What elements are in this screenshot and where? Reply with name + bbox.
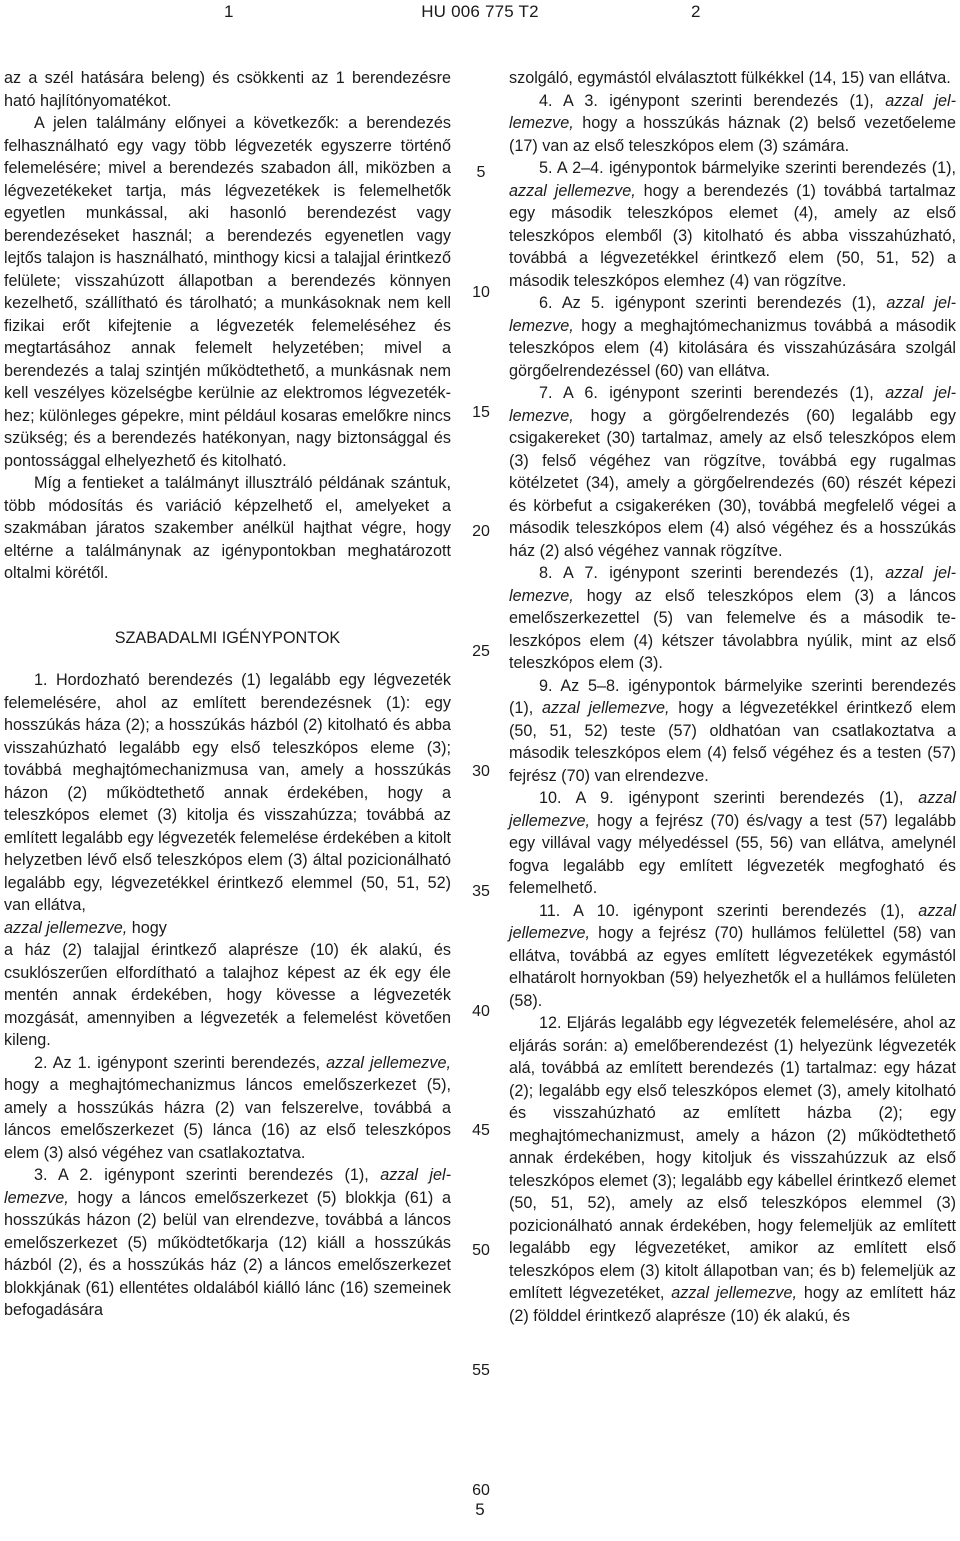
claim-12-pre: 12. Eljárás legalább egy légvezeték felemelésére, ahol az eljárás során: a) emelőberendezést (1) helyezünk légvezeték alá, továbbá az említett berendezés (1) tartalmaz: egy házat (2); legalább egy első teleszkópos elemet (3), amely kitolható és visszahúzható az említett házba (2); egy meghajtómechanizmust, amely a házon (2) működtethető annak érdekében, hogy kitoljuk és visszahúzzuk az első teleszkópos elemet (3); legalább egy kábellel érintkező elemet (50, 51, 52), amely az első teleszkópos elemmel (3) pozicionálható annak érdekében, hogy felemeljük az említett legalább egy légvezetéket, amikor az említett első teleszkópos elem (3) kitolt állapotban van; és b) felemeljük az említett légvezetéket, (509, 1014, 956, 1302)
claim-4-pre: 4. A 3. igénypont szerinti berendezés (1), (539, 91, 886, 110)
page-footer-number: 5 (475, 1500, 485, 1519)
claim-1-body: a ház (2) talajjal érintkező alaprésze (10) ék alakú, és csuklószerűen elfordítható a talajhoz képest az ék egy éle mentén annak érdekében, hogy kövesse a légvezeték mozgását, amennyiben a légvezeték a felemelést követően kileng. (4, 941, 451, 1049)
claim-10-italic: azzal jellemezve, (509, 789, 956, 830)
document-number: HU 006 775 T2 (421, 2, 539, 21)
claim-10-pre: 10. A 9. igénypont szerinti berendezés (1), (539, 789, 919, 807)
claim-4-italic: azzal jellemezve, (509, 91, 956, 132)
claim-5-post: hogy a berendezés (1) továbbá tartalmaz egy második teleszkópos elemet (4), amely az első teleszkópos elemből (3) kitolható és abba visszahúzható, továbbá a légvezetékkel érintkező elem (50, 51, 52) a második teleszkópos elemhez (4) van rögzítve. (509, 181, 956, 290)
claim-2-italic: azzal jellemezve, (326, 1053, 451, 1072)
line-number-40: 40 (472, 1003, 490, 1020)
claim-1-characterized (4, 917, 451, 940)
line-number-35: 35 (472, 883, 490, 900)
claim-12-post: hogy az említett ház (2) földdel érintkező alaprésze (10) ék alakú, és (509, 1284, 956, 1325)
claim-5 (509, 157, 956, 292)
line-number-25: 25 (472, 643, 490, 660)
claim-6-italic: azzal jellemezve, (509, 294, 957, 335)
claim-11-post: hogy a fejrész (70) hullámos felülettel (58) van ellátva, továbbá az egyes említett légvezetékek egymástól elhatárolt hornyokban (59) helyezhetők el a hullámos felületen (58). (509, 924, 956, 1010)
paragraph-advantages: A jelen találmány előnyei a következők: a berendezés felhasználható egy vagy több légvezeték egyszerre történő felemelésére; mivel a berendezés szabadon áll, miközben a légvezetékeket tartja, más légvezetékek is felemelhetők egyetlen munkással, aki hasonló berendezést vagy berendezéseket használ; a berendezés egyenetlen vagy lejtős talajon is használható, minthogy kicsi a talajjal érintkező felülete; visszahúzott állapotban a berendezés könnyen kezelhető, szállítható és tárolható; a munkásoknak nem kell fizikai erőt kifejtenie a légvezeték felemeléséhez és megtartásához annak felemelt helyzetében; mivel a berendezés a talaj szintjén működtethető, a munkásnak nem kell veszélyes közelségbe kerülnie az elektromos légvezetékhez; különleges gépekre, mint például kosaras emelőkre nincs szükség; és a berendezés hatékonyan, nagy biztonsággal és pontossággal elhelyezhető és kitolható. (4, 114, 451, 470)
claim-2 (4, 1052, 451, 1165)
claim-7-pre: 7. A 6. igénypont szerinti berendezés (1), (539, 384, 886, 402)
claim-12 (509, 1012, 956, 1327)
claim-1-hogy: hogy (127, 918, 167, 937)
line-number-50: 50 (472, 1242, 490, 1259)
claim-1: 1. Hordozható berendezés (1) legalább egy légvezeték felemelésére, ahol az említett berendezésnek (1): egy hosszúkás háza (2); a hosszúkás házból (2) kitolható és abba visszahúzható legalább egy első teleszkópos eleme (3); továbbá meghajtómechanizmusa van, amely a hosszúkás házon (2) működtethető annak érdekében, hogy a teleszkópos elemet (3) kitolja és visszahúzza; továbbá az említett legalább egy légvezeték felemelése érdekében a kitolt helyzetben lévő első teleszkópos elem (3) által pozicionálható legalább egy, légvezetékkel érintkező elemmel (50, 51, 52) van ellátva, (4, 671, 451, 914)
line-number-55: 55 (472, 1362, 490, 1379)
claim-8-pre: 8. A 7. igénypont szerinti berendezés (1), (539, 564, 886, 582)
claim-9-italic: azzal jellemezve, (542, 699, 670, 717)
claim-9 (509, 675, 956, 788)
claims-heading: SZABADALMI IGÉNYPONTOK (114, 628, 341, 647)
claim-8 (509, 562, 956, 675)
claim-5-pre: 5. A 2–4. igénypontok bármelyike szerinti berendezés (1), (539, 159, 956, 177)
left-page-number: 1 (224, 2, 234, 21)
claim-7-italic: azzal jellemezve, (509, 384, 956, 425)
right-page-number: 2 (691, 2, 701, 21)
left-column (4, 67, 451, 1322)
claim-8-post: hogy az első teleszkópos elem (3) a láncos emelőszerkezettel (5) van felemelve és a második teleszkópos elem (4) kétszer távolabbra nyúlik, mint az első teleszkópos elem (3). (509, 586, 956, 672)
line-number-15: 15 (472, 404, 490, 421)
claim-1-italic: azzal jellemezve, (4, 918, 128, 937)
line-number-5: 5 (476, 164, 486, 181)
claim-9-pre: 9. Az 5–8. igénypontok bármelyike szerinti berendezés (1), (509, 676, 956, 717)
claim-6-post: hogy a meghajtómechanizmus továbbá a második teleszkópos elem (4) kitolására és visszahúzására szolgál görgőelrendezéssel (60) van ellátva. (509, 316, 956, 380)
claim-3-italic: azzal jellemezve, (4, 1166, 451, 1207)
claim-11 (509, 900, 956, 1013)
line-number-10: 10 (472, 284, 490, 301)
claim-10-post: hogy a fejrész (70) és/vagy a test (57) legalább egy villával vagy mélyedéssel (55, 56) van ellátva, amelynél fogva legalább egy említett légvezeték megfogható és felemelhető. (509, 811, 956, 897)
claim-6 (509, 292, 956, 382)
claim-3-continuation: szolgáló, egymástól elválasztott fülkékkel (14, 15) van ellátva. (509, 69, 951, 87)
paragraph-continuation: az a szél hatására beleng) és csökkenti az 1 berendezésre ható hajlítónyomatékot. (4, 69, 451, 110)
claim-5-italic: azzal jellemezve, (509, 181, 636, 200)
claim-2-post: hogy a meghajtómechanizmus láncos emelőszerkezet (5), amely a hosszúkás házra (2) van felszerelve, továbbá a láncos emelőszerkezet (5) lánca (16) az első teleszkópos elem (3) alsó végéhez van csatlakoztatva. (4, 1076, 451, 1162)
claim-11-pre: 11. A 10. igénypont szerinti berendezés (1), (539, 901, 919, 920)
claim-3 (4, 1164, 451, 1322)
line-number-20: 20 (472, 523, 490, 540)
claim-2-pre: 2. Az 1. igénypont szerinti berendezés, (34, 1053, 327, 1072)
claim-4 (509, 90, 956, 158)
page-header (0, 0, 960, 28)
claim-3-pre: 3. A 2. igénypont szerinti berendezés (1), (34, 1166, 381, 1184)
claim-12-italic: azzal jellemezve, (671, 1284, 797, 1302)
claim-8-italic: azzal jellemezve, (509, 564, 956, 605)
claim-10 (509, 787, 956, 900)
claim-9-post: hogy a légvezetékkel érintkező elem (50, 51, 52) teste (57) oldhatóan van csatlakoztatva a második teleszkópos elem (4) felső végéhez és a testen (57) fejrész (70) van elrendezve. (509, 699, 956, 785)
line-number-30: 30 (472, 763, 490, 780)
claim-6-pre: 6. Az 5. igénypont szerinti berendezés (1), (539, 294, 887, 312)
paragraph-scope: Míg a fentieket a találmányt illusztráló példának szántuk, több módosítás és variáció képzelhető el, amelyeket a szakmában járatos szakember anélkül hajthat végre, hogy eltérne a találmánynak az igénypontokban meghatározott oltalmi körétől. (4, 474, 451, 582)
claim-11-italic: azzal jellemezve, (509, 901, 956, 942)
claim-3-post: hogy a láncos emelőszerkezet (5) blokkja (61) a hosszúkás házon (2) belül van elrendezve, továbbá a láncos emelőszerkezet (5) működtetőkarja (12) kiáll a hosszúkás házból (2), és a hosszúkás ház (2) a láncos emelőszerkezet blokkjának (61) ellentétes oldalából kiálló lánc (16) szemeinek befogadására (4, 1188, 451, 1319)
claim-4-post: hogy a hosszúkás háznak (2) belső vezetőeleme (17) van az első teleszkópos elem (3) számára. (509, 114, 956, 155)
right-column (509, 67, 956, 1327)
line-number-45: 45 (472, 1122, 490, 1139)
claim-7 (509, 382, 956, 562)
claim-7-post: hogy a görgőelrendezés (60) legalább egy csigakereket (30) tartalmaz, amely az első teleszkópos elem (3) felső végéhez van rögzítve, továbbá egy rugalmas kötélzetet (34), amely a görgőelrendezés (60) részét képezi és körbefut a csigakeréken (30), továbbá megfelelő végei a második teleszkópos elem (4) alsó végéhez és a hosszúkás ház (2) alsó végéhez vannak rögzítve. (509, 406, 956, 560)
line-number-60: 60 (472, 1482, 490, 1499)
